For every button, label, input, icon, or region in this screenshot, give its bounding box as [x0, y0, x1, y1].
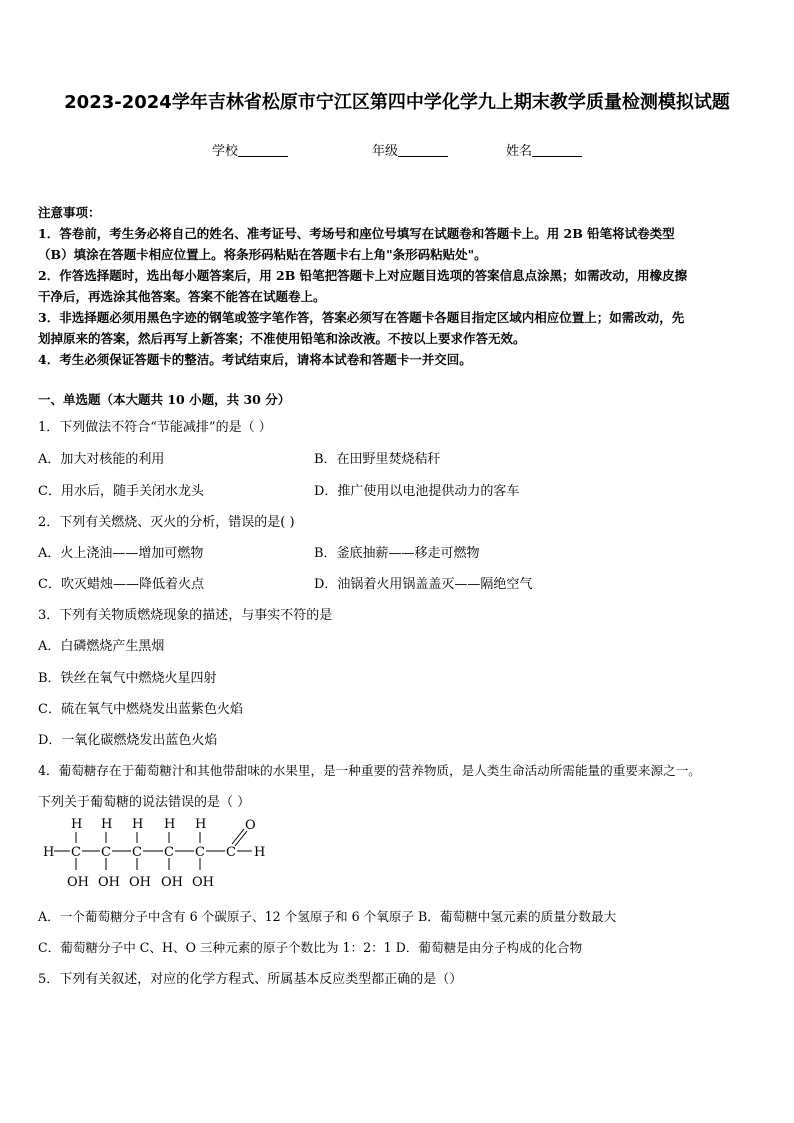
- top-hydrogens: [71, 817, 256, 833]
- q4-stem-line-2: 下列关于葡萄糖的说法错误的是（ ）: [38, 795, 251, 810]
- q3-stem: 3．下列有关物质燃烧现象的描述，与事实不符的是: [38, 608, 333, 623]
- notice-line-3: 2．作答选择题时，选出每小题答案后，用 2B 铅笔把答题卡上对应题目选项的答案信息点涂黑；如需改动，用橡皮擦: [38, 268, 688, 283]
- c-5: C: [195, 845, 205, 860]
- q4-stem-line-1: 4．葡萄糖存在于葡萄糖汁和其他带甜味的水果里，是一种重要的营养物质，是人类生命活动所需能量的重要来源之一。: [38, 763, 701, 778]
- h-top-1: H: [71, 817, 83, 832]
- c-3: C: [132, 845, 142, 860]
- q3-option-b[interactable]: B．铁丝在氧气中燃烧火星四射: [38, 671, 217, 686]
- q2-option-d[interactable]: D．油锅着火用锅盖盖灭——隔绝空气: [314, 577, 533, 592]
- grade-label: 年级: [372, 144, 399, 159]
- name-blank[interactable]: [532, 142, 582, 157]
- c-1: C: [71, 845, 81, 860]
- glucose-structure-diagram: [40, 812, 280, 892]
- q2-option-b[interactable]: B．釜底抽薪——移走可燃物: [314, 546, 480, 561]
- oh-5: OH: [192, 875, 214, 890]
- o-carbonyl: O: [245, 818, 256, 833]
- q3-option-c[interactable]: C．硫在氧气中燃烧发出蓝紫色火焰: [38, 702, 243, 717]
- oh-3: OH: [129, 875, 151, 890]
- h-top-5: H: [195, 817, 207, 832]
- h-top-4: H: [164, 817, 176, 832]
- grade-field[interactable]: [372, 140, 448, 159]
- notice-heading: 注意事项：: [38, 205, 101, 220]
- h-top-3: H: [132, 817, 144, 832]
- notice-line-7: 4．考生必须保证答题卡的整洁。考试结束后，请将本试卷和答题卡一并交回。: [38, 352, 472, 367]
- school-field[interactable]: [212, 140, 288, 159]
- notice-line-1: 1．答卷前，考生务必将自己的姓名、准考证号、考场号和座位号填写在试题卷和答题卡上。用 2B 铅笔将试卷类型: [38, 226, 675, 241]
- q2-option-c[interactable]: C．吹灭蜡烛——降低着火点: [38, 577, 204, 592]
- q5-stem: 5．下列有关叙述，对应的化学方程式、所属基本反应类型都正确的是（）: [38, 972, 463, 987]
- section-heading: 一、单选题（本大题共 10 小题，共 30 分）: [38, 392, 291, 407]
- q1-stem: 1．下列做法不符合“节能减排”的是（ ）: [38, 420, 272, 435]
- main-chain: [43, 845, 265, 860]
- q3-option-d[interactable]: D．一氧化碳燃烧发出蓝色火焰: [38, 733, 218, 748]
- oh-2: OH: [98, 875, 120, 890]
- q2-stem: 2．下列有关燃烧、灭火的分析，错误的是( ): [38, 515, 295, 530]
- q1-option-c[interactable]: C．用水后，随手关闭水龙头: [38, 484, 204, 499]
- notice-line-2: （B）填涂在答题卡相应位置上。将条形码粘贴在答题卡右上角"条形码粘贴处"。: [38, 247, 487, 262]
- school-label: 学校: [212, 144, 239, 159]
- q1-option-a[interactable]: A．加大对核能的利用: [38, 452, 165, 467]
- grade-blank[interactable]: [398, 142, 448, 157]
- q3-option-a[interactable]: A．白磷燃烧产生黑烟: [38, 639, 165, 654]
- notice-line-5: 3．非选择题必须用黑色字迹的钢笔或签字笔作答，答案必须写在答题卡各题目指定区域内相应位置上；如需改动，先: [38, 310, 685, 325]
- q1-option-d[interactable]: D．推广使用以电池提供动力的客车: [314, 484, 520, 499]
- notice-line-6: 划掉原来的答案，然后再写上新答案；不准使用铅笔和涂改液。不按以上要求作答无效。: [38, 331, 526, 346]
- school-blank[interactable]: [238, 142, 288, 157]
- c-6: C: [226, 845, 236, 860]
- q1-option-b[interactable]: B．在田野里焚烧秸秆: [314, 452, 441, 467]
- c-4: C: [164, 845, 174, 860]
- name-label: 姓名: [506, 144, 533, 159]
- oh-1: OH: [67, 875, 89, 890]
- notice-line-4: 干净后，再选涂其他答案。答案不能答在试题卷上。: [38, 289, 326, 304]
- exam-title: 2023-2024学年吉林省松原市宁江区第四中学化学九上期末教学质量检测模拟试题: [64, 92, 730, 113]
- q2-option-a[interactable]: A．火上浇油——增加可燃物: [38, 546, 204, 561]
- h-right: H: [254, 845, 266, 860]
- q4-options-cd[interactable]: C．葡萄糖分子中 C、H、O 三种元素的原子个数比为 1：2：1 D．葡萄糖是由分子构成的化合物: [38, 940, 583, 955]
- h-left: H: [43, 845, 55, 860]
- oh-4: OH: [161, 875, 183, 890]
- hydroxyl-groups: [67, 875, 214, 890]
- c-2: C: [101, 845, 111, 860]
- bonds: [54, 829, 252, 870]
- name-field[interactable]: [506, 140, 582, 159]
- q4-options-ab[interactable]: A．一个葡萄糖分子中含有 6 个碳原子、12 个氢原子和 6 个氧原子 B．葡萄糖中氢元素的质量分数最大: [38, 909, 617, 924]
- h-top-2: H: [101, 817, 113, 832]
